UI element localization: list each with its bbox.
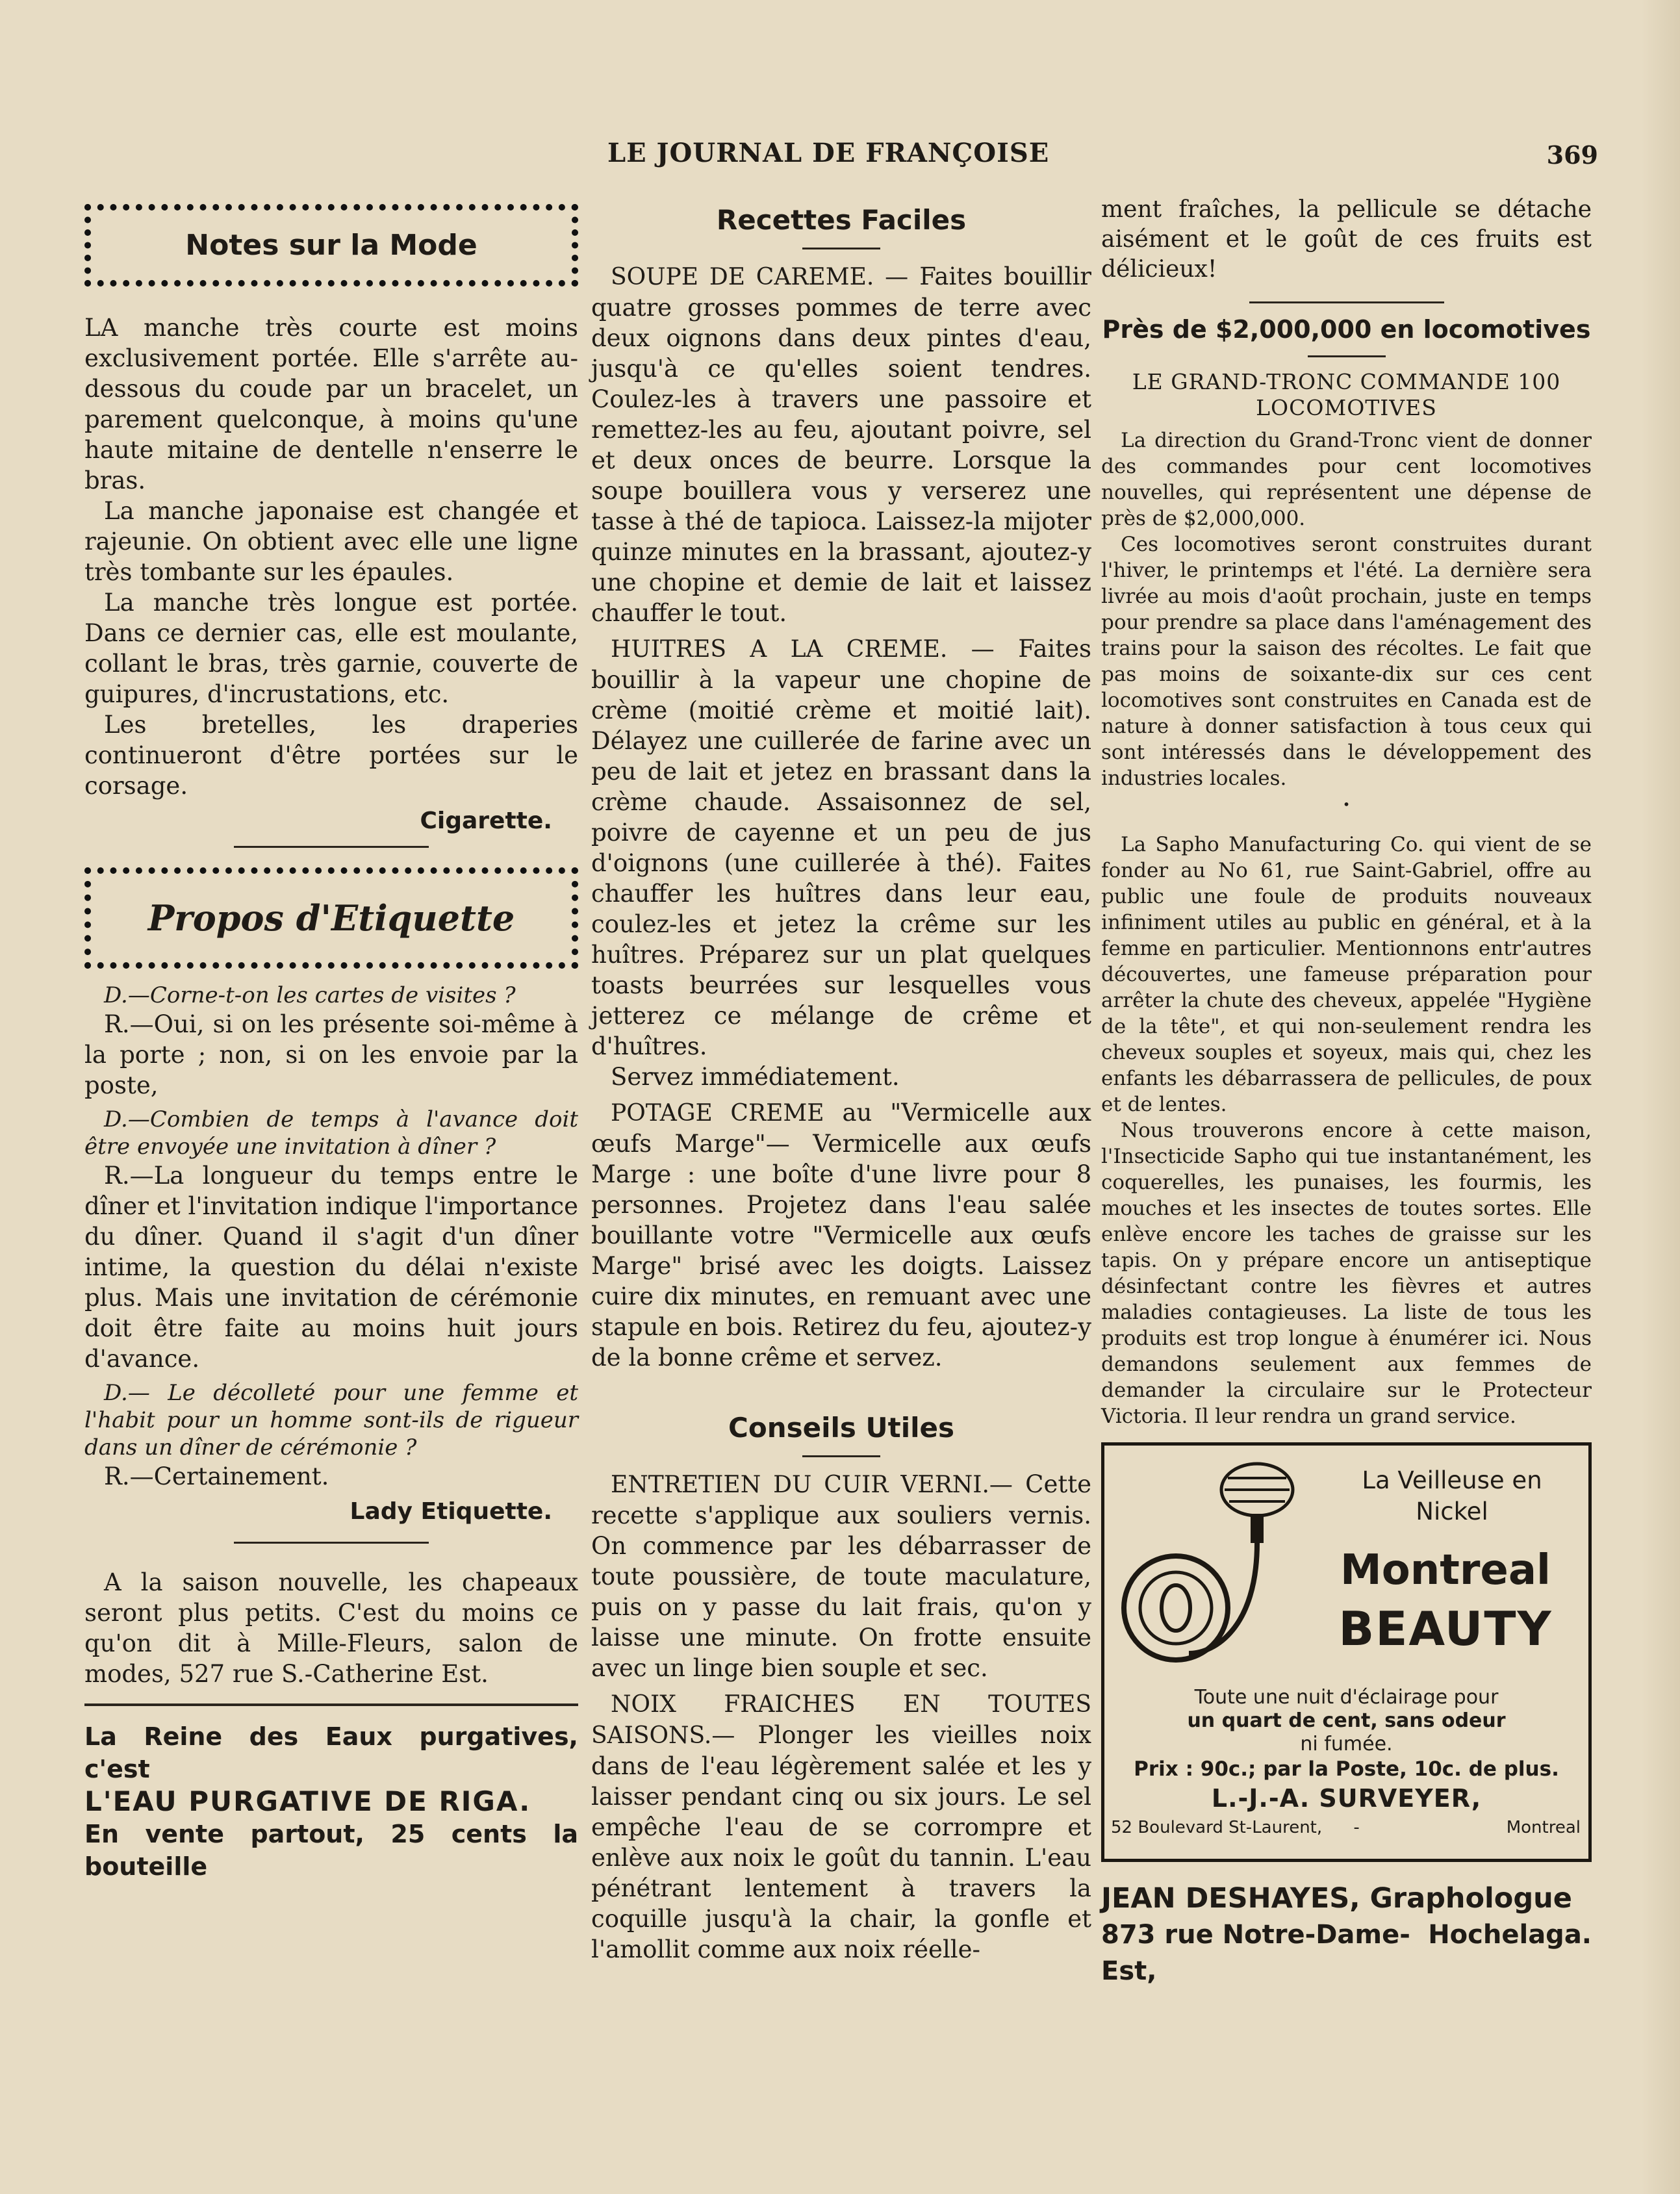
recettes-title: Recettes Faciles [716, 204, 967, 236]
advert-text: ni fumée. [1300, 1733, 1393, 1755]
conseil-paragraph [591, 1469, 1091, 1683]
conseils-title: Conseils Utiles [728, 1412, 954, 1444]
conseil-paragraph [591, 1689, 1091, 1965]
mode-title-box [84, 204, 578, 287]
advert-dash: - [1353, 1818, 1360, 1837]
divider [1249, 301, 1444, 303]
mode-paragraph: Les bretelles, les draperies continueront d'être portées sur le corsage. [84, 711, 578, 800]
recipe-paragraph [591, 1097, 1091, 1373]
divider [234, 846, 429, 848]
graphologue-address-row [1101, 1917, 1592, 1989]
graphologue-advert [1101, 1880, 1592, 1989]
divider [802, 248, 880, 249]
sapho-paragraph: Nous trouverons encore à cette maison, l'Insecticide Sapho qui tue instantanément, les coquerelles, les punaises, les fourmis, les mouches et les insectes de toutes sortes. Elle enlève encore les taches de graisse sur les tapis. On y prépare encore un antiseptique désinfectant contre les fièvres et autres maladies contagieuses. La liste de tous les produits est trop longue à énumérer ici. Nous demandons seulement aux femmes de demander la circulaire sur le Protecteur Victoria. Il leur rendra un grand service. [1101, 1119, 1592, 1428]
advert-address: 52 Boulevard St-Laurent, [1111, 1818, 1323, 1837]
advert-address-line [1104, 1816, 1588, 1839]
recipe-body: Faites bouillir quatre grosses pommes de terre avec deux oignons dans deux pintes d'eau, jusqu'à ce qu'elles soient tendres. Coulez-les à travers une passoire et remettez-les au feu, ajoutant poivre, sel et deux onces de beurre. Lorsque la soupe bouillera vous y verserez une tasse à thé de tapioca. Laissez-la mijoter quinze minutes en la brassant, ajoutez-y une chopine et demie de lait et laissez chauffer le tout. [591, 262, 1091, 627]
divider [1308, 355, 1386, 357]
divider [234, 1542, 429, 1544]
etiquette-answer: R.—Certainement. [104, 1462, 329, 1490]
mode-paragraph: La manche japonaise est changée et rajeunie. On obtient avec elle une ligne très tombante sur les épaules. [84, 497, 578, 586]
advert-description [1104, 1686, 1588, 1756]
column-3 [1101, 195, 1592, 1989]
advert-price: Prix : 90c.; par la Poste, 10c. de plus. [1134, 1757, 1559, 1781]
continuation-text: ment fraîches, la pellicule se détache aisément et le goût de ces fruits est délicieux! [1101, 196, 1592, 283]
etiquette-answer: R.—Oui, si on les présente soi-même à la porte ; non, si on les envoie par la poste, [84, 1010, 578, 1099]
beauty-lamp-advert [1101, 1442, 1592, 1862]
riga-line-1: La Reine des Eaux purgatives, c'est [84, 1722, 578, 1783]
advert-seller: L.-J.-A. SURVEYER, [1211, 1784, 1482, 1813]
page-header [84, 138, 1598, 177]
divider [84, 1703, 578, 1706]
recipe-heading: SOUPE DE CAREME. — [611, 264, 909, 290]
loco-headline: Près de $2,000,000 en locomotives [1102, 315, 1591, 344]
conseil-heading: ENTRETIEN DU CUIR VERNI.— [611, 1472, 1013, 1498]
riga-advert [84, 1720, 578, 1883]
recipe-heading: HUITRES A LA CREME. — [611, 636, 995, 663]
lamp-illustration [1117, 1459, 1299, 1673]
divider [802, 1455, 880, 1457]
graphologue-address: 873 rue Notre-Dame-Est, [1101, 1920, 1410, 1986]
mode-title: Notes sur la Mode [185, 229, 477, 262]
mode-article [84, 313, 578, 834]
sapho-paragraph: La Sapho Manufacturing Co. qui vient de se fonder au No 61, rue Saint-Gabriel, offre au public une foule de produits nouveaux infiniment utiles au public en général, et à la femme en particulier. Mentionnons entr'autres découvertes, une fameuse préparation pour arrêter la chute des cheveux, appelée "Hygiène de la tête", et qui non-seulement rendra les cheveux souples et soyeux, mais qui, chez les enfants les débarrassera de pellicules, de poux et de lentes. [1101, 833, 1592, 1116]
recipe-paragraph [591, 633, 1091, 1062]
recipe-paragraph [591, 261, 1091, 628]
etiquette-answer: R.—La longueur du temps entre le dîner et l'invitation indique l'importance du dîner. Quand il s'agit d'un dîner intime, la question du délai n'existe plus. Mais une invitation de cérémonie doit être faite au moins huit jours d'avance. [84, 1162, 578, 1373]
etiquette-question: D.— Le décolleté pour une femme et l'habit pour un homme sont-ils de rigueur dans un dîner de cérémonie ? [84, 1380, 578, 1461]
journal-title: LE JOURNAL DE FRANÇOISE [607, 138, 1050, 168]
etiquette-title-box [84, 867, 578, 969]
etiquette-article [84, 982, 578, 1525]
riga-line-2: L'EAU PURGATIVE DE RIGA. [84, 1785, 531, 1817]
advert-brand-beauty: BEAUTY [1338, 1601, 1553, 1656]
etiquette-title: Propos d'Etiquette [147, 897, 515, 939]
etiquette-question: D.—Combien de temps à l'avance doit être envoyée une invitation à dîner ? [84, 1106, 578, 1160]
page-number: 369 [1546, 140, 1598, 170]
recipe-body: Servez immédiatement. [611, 1063, 900, 1091]
etiquette-signature: Lady Etiquette. [350, 1498, 552, 1525]
graphologue-name: JEAN DESHAYES, Graphologue [1101, 1882, 1572, 1915]
mode-paragraph: La manche très longue est portée. Dans ce dernier cas, elle est moulante, collant le bras, très garnie, couverte de guipures, d'incrustations, etc. [84, 589, 578, 708]
loco-paragraph: Ces locomotives seront construites durant l'hiver, le printemps et l'été. La dernière sera livrée au mois d'août prochain, juste en temps pour prendre sa place dans l'aménagement des trains pour la saison des récoltes. Le fait que pas moins de soixante-dix sur ces cent locomotives sont construites en Canada est de nature à donner satisfaction à tous ceux qui sont intéressés dans le développement des industries locales. [1101, 533, 1592, 790]
advert-heading [1329, 1465, 1575, 1527]
column-2 [591, 195, 1091, 1965]
advert-line-1: La Veilleuse en [1362, 1466, 1542, 1494]
recipe-paragraph [591, 1062, 1091, 1092]
advert-brand-montreal: Montreal [1340, 1546, 1551, 1594]
bullet-separator: • [1342, 797, 1351, 812]
mode-paragraph: LA manche très courte est moins exclusivement portée. Elle s'arrête au-dessous du coude par un bracelet, un parement quelconque, à moins qu'une haute mitaine de dentelle n'enserre le bras. [84, 314, 578, 494]
advert-text: un quart de cent, sans odeur [1187, 1709, 1506, 1732]
mode-signature: Cigarette. [420, 808, 552, 834]
column-1 [84, 195, 578, 1883]
loco-subhead: LE GRAND-TRONC COMMANDE 100 LOCOMOTIVES [1132, 369, 1561, 420]
riga-line-3: En vente partout, 25 cents la bouteille [84, 1820, 578, 1881]
chapeaux-note: A la saison nouvelle, les chapeaux seront plus petits. C'est du moins ce qu'on dit à Mille-Fleurs, salon de modes, 527 rue S.-Catherine Est. [84, 1568, 578, 1688]
conseil-body: Cette recette s'applique aux souliers vernis. On commence par les débarrasser de toute poussière, de toute maculature, puis on y passe du lait frais, qu'on y laisse une minute. On frotte ensuite avec un linge bien souple et sec. [591, 1470, 1092, 1682]
advert-city: Montreal [1506, 1818, 1581, 1837]
graphologue-city: Hochelaga. [1428, 1920, 1592, 1950]
advert-text: Toute une nuit d'éclairage pour [1194, 1686, 1499, 1709]
recipe-body: au "Vermicelle aux œufs Marge"— Vermicelle aux œufs Marge : une boîte d'une livre pour 8 personnes. Projetez dans l'eau salée bouillante votre "Vermicelle aux œufs Marge" brisé avec les doigts. Laissez cuire dix minutes, en remuant avec une stapule en bois. Retirez du feu, ajoutez-y de la bonne crême et servez. [591, 1099, 1091, 1371]
recipe-heading: POTAGE CREME [611, 1100, 824, 1127]
advert-line-2: Nickel [1416, 1498, 1488, 1525]
etiquette-question: D.—Corne-t-on les cartes de visites ? [104, 982, 516, 1008]
conseil-body: Plonger les vieilles noix dans de l'eau légèrement salée et les y laisser pendant cinq ou six jours. Le sel empêche l'eau de se corrompre et enlève aux noix le goût du tannin. L'eau pénétrant lentement à travers la coquille jusqu'à la chair, la gonfle et l'amollit comme aux noix réelle- [591, 1721, 1091, 1963]
page-edge [1641, 0, 1680, 2194]
loco-paragraph: La direction du Grand-Tronc vient de donner des commandes pour cent locomotives nouvelles, qui représentent une dépense de près de $2,000,000. [1101, 429, 1592, 530]
recipe-body: Faites bouillir à la vapeur une chopine de crème (moitié crème et moitié lait). Délayez une cuillerée de farine avec un peu de lait et jetez en brassant dans la crème chaude. Assaisonnez de sel, poivre de cayenne et un peu de jus d'oignons (une cuillerée à thé). Faites chauffer les huîtres dans leur eau, coulez-les et jetez la crême sur les huîtres. Préparez sur un plat quelques toasts beurrées sur lesquelles vous jetterez ce mélange de crême et d'huîtres. [591, 635, 1091, 1060]
conseil-heading: NOIX FRAICHES EN TOUTES SAISONS.— [591, 1691, 1091, 1749]
